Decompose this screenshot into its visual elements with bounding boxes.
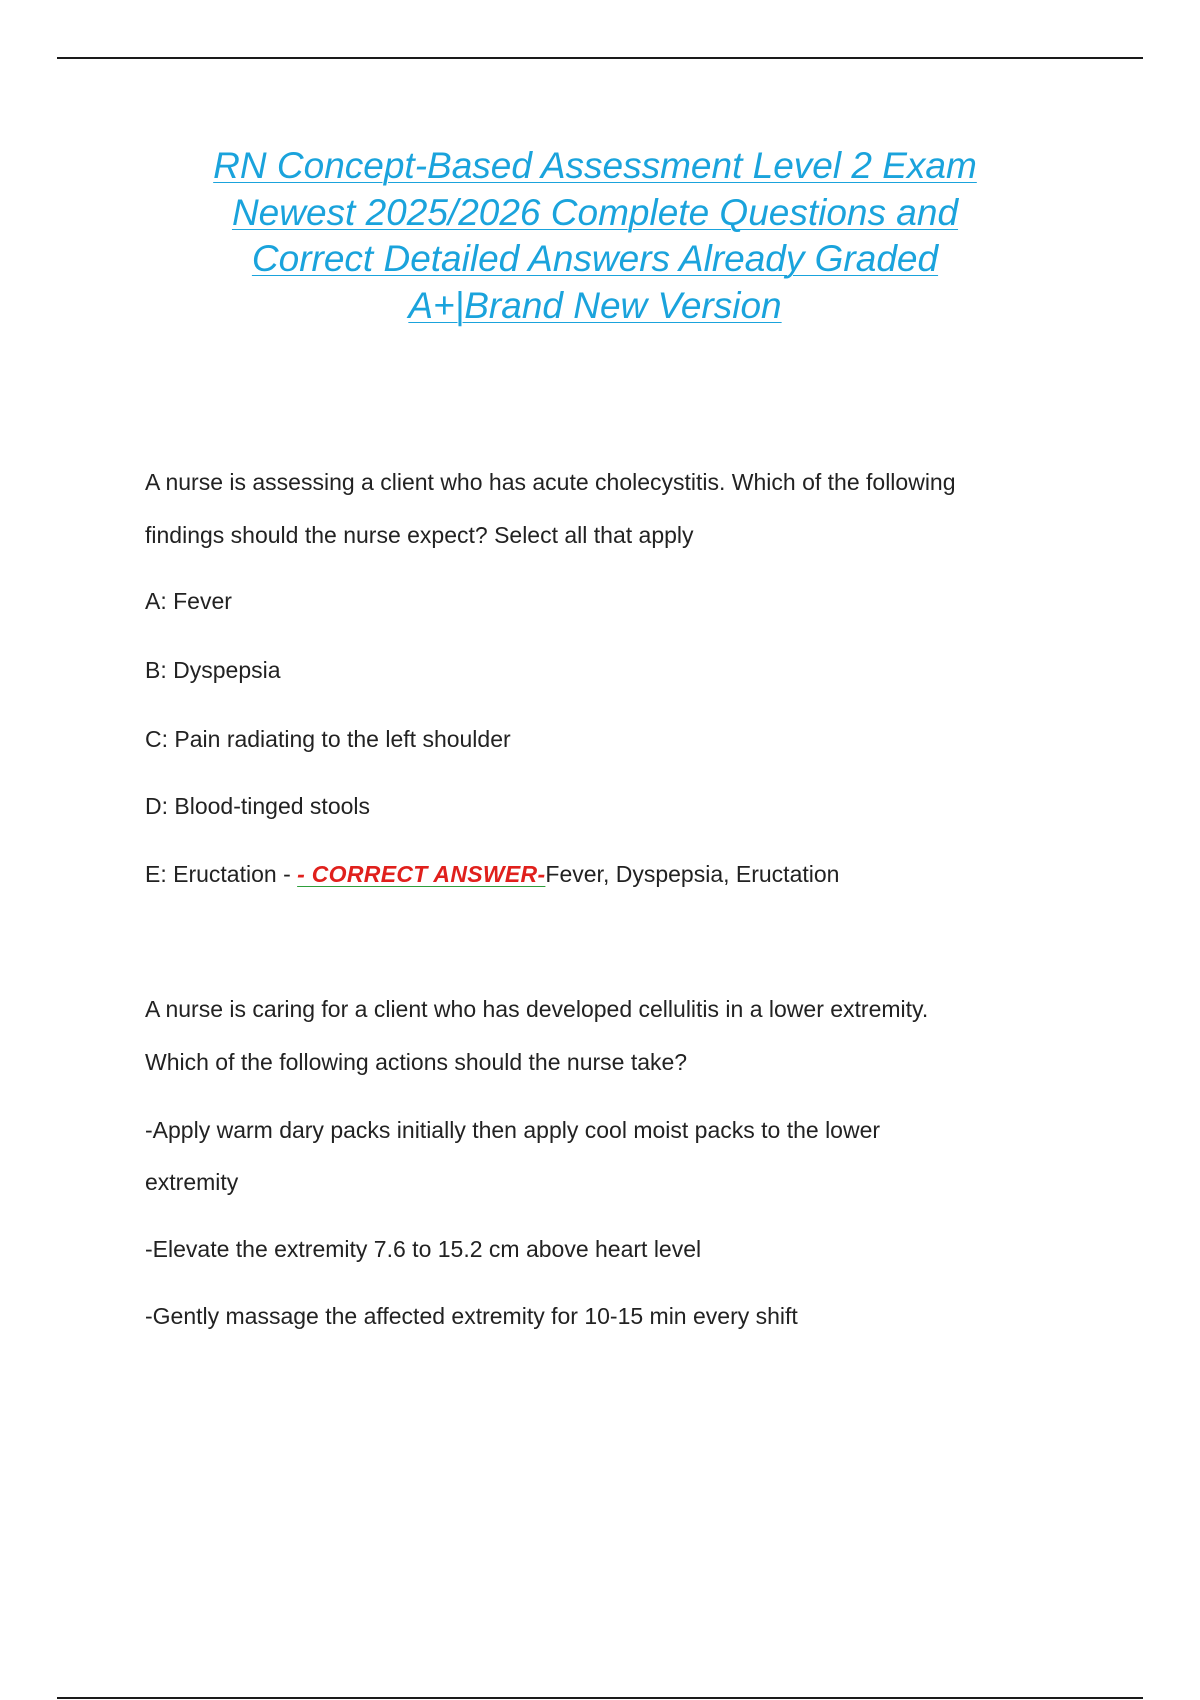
question-2-option-3: -Gently massage the affected extremity for 10-15 min every shift <box>145 1303 798 1329</box>
title-line-2: Newest 2025/2026 Complete Questions and <box>231 191 959 233</box>
question-1-option-c: C: Pain radiating to the left shoulder <box>145 726 511 752</box>
question-2-stem-line-2: Which of the following actions should the nurse take? <box>145 1049 688 1075</box>
question-2-option-1-line-2: extremity <box>145 1169 239 1195</box>
question-1-option-e-with-answer <box>145 861 1105 888</box>
question-1-option-b: B: Dyspepsia <box>145 657 281 683</box>
correct-answer-text: Fever, Dyspepsia, Eructation <box>545 861 840 887</box>
question-2-stem-line-1: A nurse is caring for a client who has developed cellulitis in a lower extremity. <box>145 996 929 1022</box>
title-line-1: RN Concept-Based Assessment Level 2 Exam <box>213 145 977 186</box>
question-1-option-e: E: Eructation - <box>145 861 298 887</box>
question-2-option-1-line-1: -Apply warm dary packs initially then apply cool moist packs to the lower <box>145 1117 881 1143</box>
top-divider <box>57 57 1143 59</box>
title-line-3: Correct Detailed Answers Already Graded <box>251 238 939 279</box>
question-1-stem-line-2: findings should the nurse expect? Select all that apply <box>145 522 694 548</box>
question-1-option-a: A: Fever <box>145 588 232 614</box>
title-line-4: A+|Brand New Version <box>408 284 782 326</box>
correct-answer-tag: - CORRECT ANSWER- <box>297 861 546 887</box>
question-1-option-d: D: Blood-tinged stools <box>145 793 371 819</box>
document-title <box>140 143 1050 329</box>
question-1-stem-line-1: A nurse is assessing a client who has acute cholecystitis. Which of the following <box>145 469 956 495</box>
question-2-option-2: -Elevate the extremity 7.6 to 15.2 cm above heart level <box>145 1236 702 1262</box>
bottom-divider <box>57 1697 1143 1699</box>
